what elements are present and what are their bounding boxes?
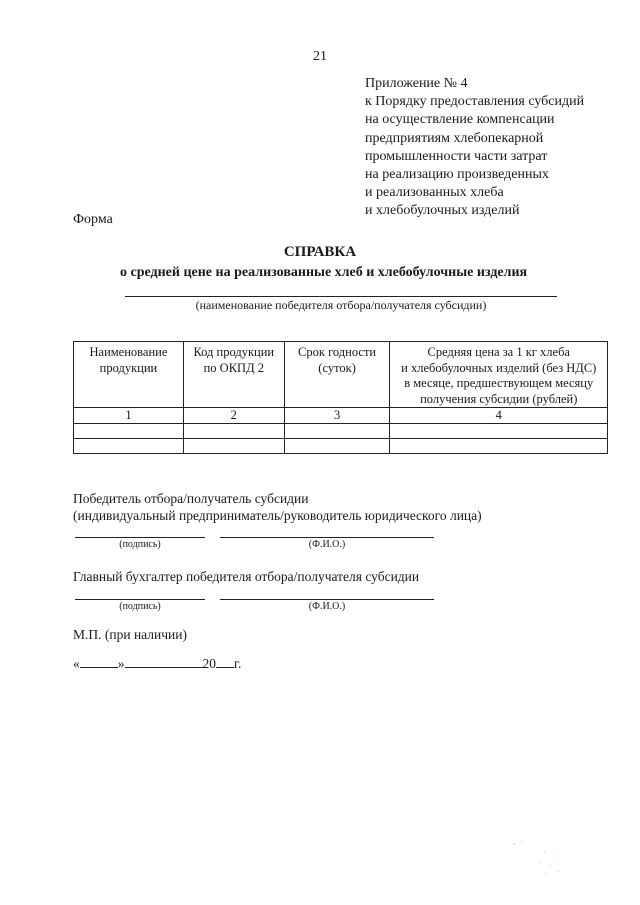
appendix-line: к Порядку предоставления субсидий — [365, 94, 585, 110]
table-row — [74, 439, 608, 454]
column-number: 2 — [183, 408, 284, 424]
heading-line: Победитель отбора/получатель субсидии — [73, 491, 309, 506]
header-line: (суток) — [318, 360, 356, 375]
header-line: получения субсидии (рублей) — [420, 391, 578, 406]
table-cell[interactable] — [74, 439, 184, 454]
header-line: Код продукции — [193, 345, 275, 359]
header-average-price — [390, 342, 608, 408]
scan-specks — [510, 838, 570, 878]
recipient-name-caption: (наименование победителя отбора/получателя субсидии) — [195, 298, 487, 312]
table-cell[interactable] — [183, 424, 284, 439]
day-blank[interactable] — [80, 657, 118, 668]
heading-line: (индивидуальный предприниматель/руководитель юридического лица) — [73, 508, 482, 523]
header-shelf-life — [284, 342, 390, 408]
header-line: Средняя цена за 1 кг хлеба — [427, 345, 570, 359]
recipient-signature-heading — [73, 490, 482, 524]
form-label: Форма — [73, 212, 113, 227]
header-line: в месяце, предшествующем месяцу — [404, 376, 594, 390]
accountant-heading: Главный бухгалтер победителя отбора/получателя субсидии — [73, 569, 420, 584]
column-number: 4 — [390, 408, 608, 424]
table-cell[interactable] — [390, 424, 608, 439]
fio-caption: (Ф.И.О.) — [308, 539, 346, 550]
appendix-line: и реализованных хлеба — [365, 185, 504, 201]
column-number: 3 — [284, 408, 390, 424]
table-cell[interactable] — [284, 424, 390, 439]
recipient-fio-line[interactable] — [220, 537, 434, 538]
header-line: и хлебобулочных изделий (без НДС) — [401, 360, 597, 375]
header-line: продукции — [99, 360, 158, 375]
price-table — [73, 341, 608, 454]
appendix-line: предприятиям хлебопекарной — [365, 130, 544, 146]
table-cell[interactable] — [390, 439, 608, 454]
recipient-name-field[interactable] — [125, 296, 557, 297]
column-number-row — [74, 408, 608, 424]
document-title: СПРАВКА — [283, 244, 357, 260]
column-number: 1 — [74, 408, 184, 424]
accountant-fio-line[interactable] — [220, 599, 434, 600]
year-blank[interactable] — [216, 657, 234, 668]
appendix-line: промышленности части затрат — [365, 148, 548, 164]
accountant-signature-line[interactable] — [75, 599, 205, 600]
signature-caption: (подпись) — [119, 539, 161, 550]
date-close-quote: » — [117, 656, 125, 671]
header-line: по ОКПД 2 — [203, 360, 264, 375]
table-cell[interactable] — [74, 424, 184, 439]
month-blank[interactable] — [125, 657, 203, 668]
date-open-quote: « — [73, 656, 80, 671]
year-prefix: 20 — [202, 656, 216, 671]
appendix-line: и хлебобулочных изделий — [365, 203, 520, 219]
recipient-signature-line[interactable] — [75, 537, 205, 538]
table-header-row — [74, 342, 608, 408]
appendix-line: на реализацию произведенных — [365, 167, 549, 183]
header-okpd-code — [183, 342, 284, 408]
page-number: 21 — [313, 49, 327, 64]
fio-caption: (Ф.И.О.) — [308, 601, 346, 612]
header-product-name — [74, 342, 184, 408]
appendix-line: на осуществление компенсации — [365, 112, 555, 128]
table-cell[interactable] — [183, 439, 284, 454]
date-field — [73, 656, 241, 672]
header-line: Срок годности — [298, 345, 377, 359]
appendix-line: Приложение № 4 — [365, 76, 468, 91]
stamp-note: М.П. (при наличии) — [73, 627, 187, 642]
signature-caption: (подпись) — [119, 601, 161, 612]
document-subtitle: о средней цене на реализованные хлеб и хлебобулочные изделия — [120, 265, 528, 280]
appendix-block — [365, 75, 584, 221]
header-line: Наименование — [89, 345, 168, 359]
table-row — [74, 424, 608, 439]
year-suffix: г. — [234, 656, 242, 671]
table-cell[interactable] — [284, 439, 390, 454]
